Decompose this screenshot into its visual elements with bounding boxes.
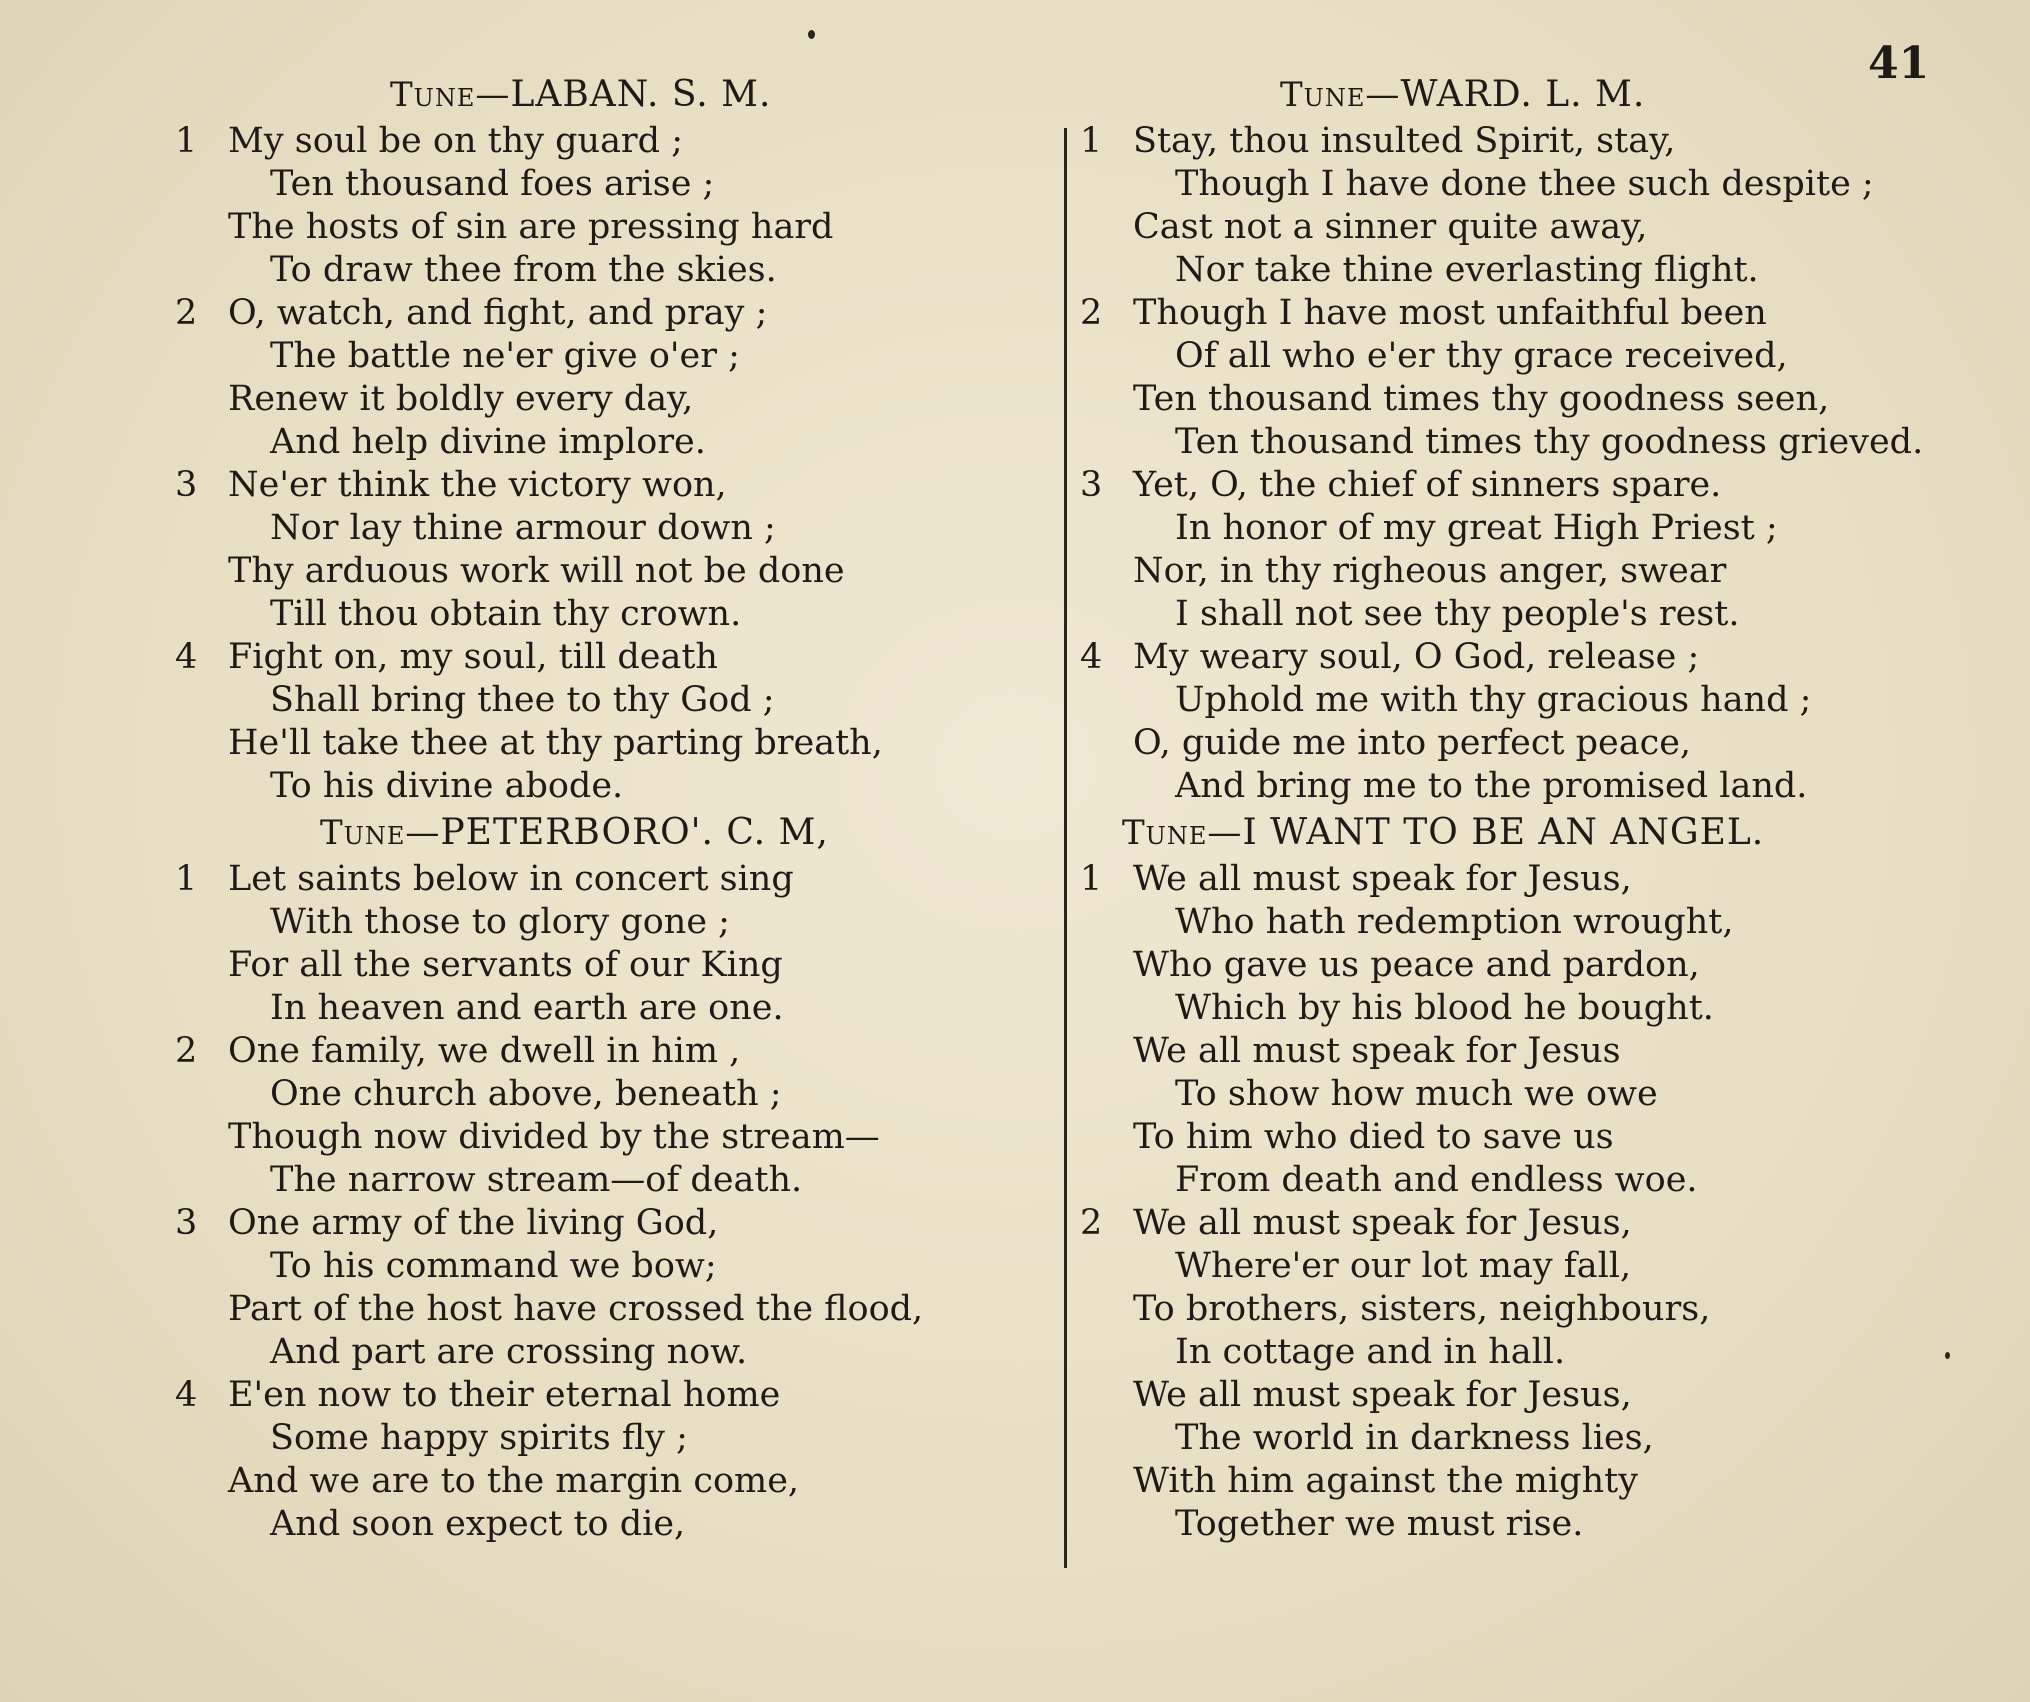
- verse-text: Who gave us peace and pardon,: [1133, 945, 1700, 985]
- verse-line: [1080, 1288, 1980, 1331]
- verse-text: My soul be on thy guard ;: [228, 121, 683, 161]
- verse-line: [1080, 901, 1980, 944]
- verse-text: O, watch, and fight, and pray ;: [228, 293, 768, 333]
- verse: [175, 858, 1025, 1030]
- verse-text: Yet, O, the chief of sinners spare.: [1133, 465, 1722, 505]
- verse-line: [175, 507, 1025, 550]
- verse-line: [175, 1030, 1025, 1073]
- verse-number: 1: [1080, 859, 1103, 899]
- verse-line: [1080, 1030, 1980, 1073]
- verse-line: [1080, 1159, 1980, 1202]
- verse-text: From death and endless woe.: [1175, 1160, 1698, 1200]
- verse-text: With him against the mighty: [1133, 1461, 1638, 1501]
- verse-text: Nor lay thine armour down ;: [270, 508, 776, 548]
- verse-number: 2: [175, 1031, 198, 1071]
- verse: [1080, 858, 1980, 1202]
- verse-line: [1080, 1460, 1980, 1503]
- verse-number: 1: [175, 859, 198, 899]
- verse-text: Thy arduous work will not be done: [228, 551, 845, 591]
- verse-text: E'en now to their eternal home: [228, 1375, 781, 1415]
- verse-line: [1080, 292, 1980, 335]
- verse-text: Fight on, my soul, till death: [228, 637, 718, 677]
- verse-line: [175, 901, 1025, 944]
- verse: [175, 120, 1025, 292]
- verse-text: To draw thee from the skies.: [270, 250, 777, 290]
- tune-name: WARD. L. M.: [1400, 74, 1646, 115]
- tune-heading: [175, 70, 1025, 120]
- verse-line: [175, 679, 1025, 722]
- verse-text: The hosts of sin are pressing hard: [228, 207, 834, 247]
- verse-line: [1080, 249, 1980, 292]
- verse: [1080, 292, 1980, 464]
- tune-prefix: Tune—: [1280, 75, 1401, 115]
- verse-line: [175, 1460, 1025, 1503]
- verse-line: [175, 335, 1025, 378]
- verse: [175, 1202, 1025, 1374]
- verse-number: 2: [1080, 293, 1103, 333]
- verse-line: [1080, 1374, 1980, 1417]
- verse: [175, 636, 1025, 808]
- verse-line: [175, 1503, 1025, 1546]
- verse-text: And bring me to the promised land.: [1175, 766, 1808, 806]
- verse-text: In cottage and in hall.: [1175, 1332, 1566, 1372]
- verse-text: Together we must rise.: [1175, 1504, 1584, 1544]
- verse-number: 3: [1080, 465, 1103, 505]
- verse-text: Which by his blood he bought.: [1175, 988, 1714, 1028]
- verse-line: [175, 1202, 1025, 1245]
- tune-heading: [1080, 70, 1980, 120]
- verse-line: [175, 1245, 1025, 1288]
- verse-line: [175, 206, 1025, 249]
- verse-text: Stay, thou insulted Spirit, stay,: [1133, 121, 1676, 161]
- verse-text: Some happy spirits fly ;: [270, 1418, 688, 1458]
- verse-line: [1080, 858, 1980, 901]
- verse-line: [175, 636, 1025, 679]
- verse-line: [175, 858, 1025, 901]
- hymn: [175, 808, 1025, 1546]
- ink-speck: [808, 30, 815, 39]
- verse-number: 2: [1080, 1203, 1103, 1243]
- verse-text: We all must speak for Jesus,: [1133, 1203, 1632, 1243]
- verse-text: Of all who e'er thy grace received,: [1175, 336, 1788, 376]
- verse-line: [1080, 507, 1980, 550]
- tune-name: LABAN. S. M.: [510, 74, 772, 115]
- left-column: [175, 70, 1025, 1546]
- verse-text: Where'er our lot may fall,: [1175, 1246, 1632, 1286]
- verse-line: [1080, 464, 1980, 507]
- verse-text: The battle ne'er give o'er ;: [270, 336, 740, 376]
- verse-line: [1080, 1202, 1980, 1245]
- verse: [1080, 636, 1980, 808]
- verse: [1080, 120, 1980, 292]
- verse-line: [1080, 1417, 1980, 1460]
- verse-text: To his divine abode.: [270, 766, 624, 806]
- verse-text: In honor of my great High Priest ;: [1175, 508, 1778, 548]
- verse-line: [175, 249, 1025, 292]
- hymn: [175, 70, 1025, 808]
- verse-line: [175, 421, 1025, 464]
- verse-line: [1080, 1073, 1980, 1116]
- verse-text: Cast not a sinner quite away,: [1133, 207, 1648, 247]
- verse-text: We all must speak for Jesus,: [1133, 1375, 1632, 1415]
- verse-text: To show how much we owe: [1175, 1074, 1658, 1114]
- verse-number: 4: [1080, 637, 1103, 677]
- verse: [175, 1030, 1025, 1202]
- verse-text: In heaven and earth are one.: [270, 988, 784, 1028]
- verse-line: [175, 944, 1025, 987]
- verse-text: And part are crossing now.: [270, 1332, 748, 1372]
- verse-text: He'll take thee at thy parting breath,: [228, 723, 883, 763]
- verse-text: Who hath redemption wrought,: [1175, 902, 1734, 942]
- verse: [175, 464, 1025, 636]
- verse-text: With those to glory gone ;: [270, 902, 730, 942]
- verse-text: One army of the living God,: [228, 1203, 719, 1243]
- verse-line: [1080, 550, 1980, 593]
- hymn: [1080, 808, 1980, 1546]
- page-number: 41: [1868, 38, 1930, 89]
- verse-text: Ten thousand times thy goodness seen,: [1133, 379, 1830, 419]
- verse-text: The world in darkness lies,: [1175, 1418, 1654, 1458]
- verse-line: [175, 378, 1025, 421]
- verse-line: [1080, 1116, 1980, 1159]
- verse-line: [1080, 722, 1980, 765]
- right-column: [1080, 70, 1980, 1546]
- hymn: [1080, 70, 1980, 808]
- verse-text: We all must speak for Jesus: [1133, 1031, 1621, 1071]
- verse-number: 3: [175, 465, 198, 505]
- verse-text: O, guide me into perfect peace,: [1133, 723, 1692, 763]
- verse-text: Ten thousand foes arise ;: [270, 164, 715, 204]
- verse-text: To his command we bow;: [270, 1246, 717, 1286]
- tune-prefix: Tune—: [320, 813, 441, 853]
- verse-text: Though I have done thee such despite ;: [1175, 164, 1874, 204]
- verse-number: 4: [175, 637, 198, 677]
- verse-line: [1080, 1245, 1980, 1288]
- verse-number: 3: [175, 1203, 198, 1243]
- tune-name: PETERBORO'. C. M,: [440, 812, 829, 853]
- verse-line: [175, 1073, 1025, 1116]
- column-divider: [1064, 128, 1067, 1568]
- verse-line: [1080, 163, 1980, 206]
- verse-line: [1080, 206, 1980, 249]
- verse-text: And soon expect to die,: [270, 1504, 686, 1544]
- verse-line: [1080, 944, 1980, 987]
- verse-text: One family, we dwell in him ,: [228, 1031, 741, 1071]
- verse-line: [175, 163, 1025, 206]
- verse-line: [175, 722, 1025, 765]
- verse-line: [1080, 378, 1980, 421]
- tune-prefix: Tune—: [390, 75, 511, 115]
- verse-text: Though now divided by the stream—: [228, 1117, 880, 1157]
- verse-line: [175, 1159, 1025, 1202]
- verse-line: [1080, 1331, 1980, 1374]
- tune-heading: [1080, 808, 1980, 858]
- verse-text: Ten thousand times thy goodness grieved.: [1175, 422, 1924, 462]
- verse-line: [1080, 421, 1980, 464]
- verse-text: Part of the host have crossed the flood,: [228, 1289, 924, 1329]
- verse-text: Ne'er think the victory won,: [228, 465, 727, 505]
- verse-text: The narrow stream—of death.: [270, 1160, 803, 1200]
- verse-line: [175, 1417, 1025, 1460]
- verse-line: [175, 464, 1025, 507]
- verse-text: Renew it boldly every day,: [228, 379, 694, 419]
- verse-text: Till thou obtain thy crown.: [270, 594, 742, 634]
- verse-line: [1080, 335, 1980, 378]
- verse-text: To brothers, sisters, neighbours,: [1133, 1289, 1711, 1329]
- verse-line: [175, 593, 1025, 636]
- verse-text: For all the servants of our King: [228, 945, 783, 985]
- verse-line: [175, 292, 1025, 335]
- verse-text: To him who died to save us: [1133, 1117, 1614, 1157]
- verse-text: I shall not see thy people's rest.: [1175, 594, 1740, 634]
- verse-line: [1080, 679, 1980, 722]
- verse-text: Let saints below in concert sing: [228, 859, 794, 899]
- verse-line: [175, 1288, 1025, 1331]
- verse-line: [175, 1116, 1025, 1159]
- verse-line: [175, 765, 1025, 808]
- verse-text: Uphold me with thy gracious hand ;: [1175, 680, 1812, 720]
- tune-heading: [175, 808, 1025, 858]
- verse-line: [175, 120, 1025, 163]
- verse-line: [175, 1331, 1025, 1374]
- verse: [175, 292, 1025, 464]
- verse-text: Nor, in thy righeous anger, swear: [1133, 551, 1727, 591]
- verse-line: [1080, 120, 1980, 163]
- verse-line: [1080, 636, 1980, 679]
- verse-text: Though I have most unfaithful been: [1133, 293, 1767, 333]
- verse-line: [175, 550, 1025, 593]
- verse: [1080, 464, 1980, 636]
- verse-text: Nor take thine everlasting flight.: [1175, 250, 1759, 290]
- verse-text: My weary soul, O God, release ;: [1133, 637, 1700, 677]
- verse-line: [1080, 1503, 1980, 1546]
- verse-number: 2: [175, 293, 198, 333]
- verse-text: Shall bring thee to thy God ;: [270, 680, 775, 720]
- verse-number: 1: [175, 121, 198, 161]
- verse-line: [1080, 765, 1980, 808]
- verse-text: We all must speak for Jesus,: [1133, 859, 1632, 899]
- verse: [175, 1374, 1025, 1546]
- verse-line: [175, 987, 1025, 1030]
- verse: [1080, 1202, 1980, 1546]
- verse-text: One church above, beneath ;: [270, 1074, 782, 1114]
- verse-line: [175, 1374, 1025, 1417]
- tune-name: I WANT TO BE AN ANGEL.: [1242, 812, 1765, 853]
- verse-line: [1080, 593, 1980, 636]
- verse-text: And help divine implore.: [270, 422, 706, 462]
- verse-text: And we are to the margin come,: [228, 1461, 800, 1501]
- verse-number: 4: [175, 1375, 198, 1415]
- verse-number: 1: [1080, 121, 1103, 161]
- verse-line: [1080, 987, 1980, 1030]
- tune-prefix: Tune—: [1122, 813, 1243, 853]
